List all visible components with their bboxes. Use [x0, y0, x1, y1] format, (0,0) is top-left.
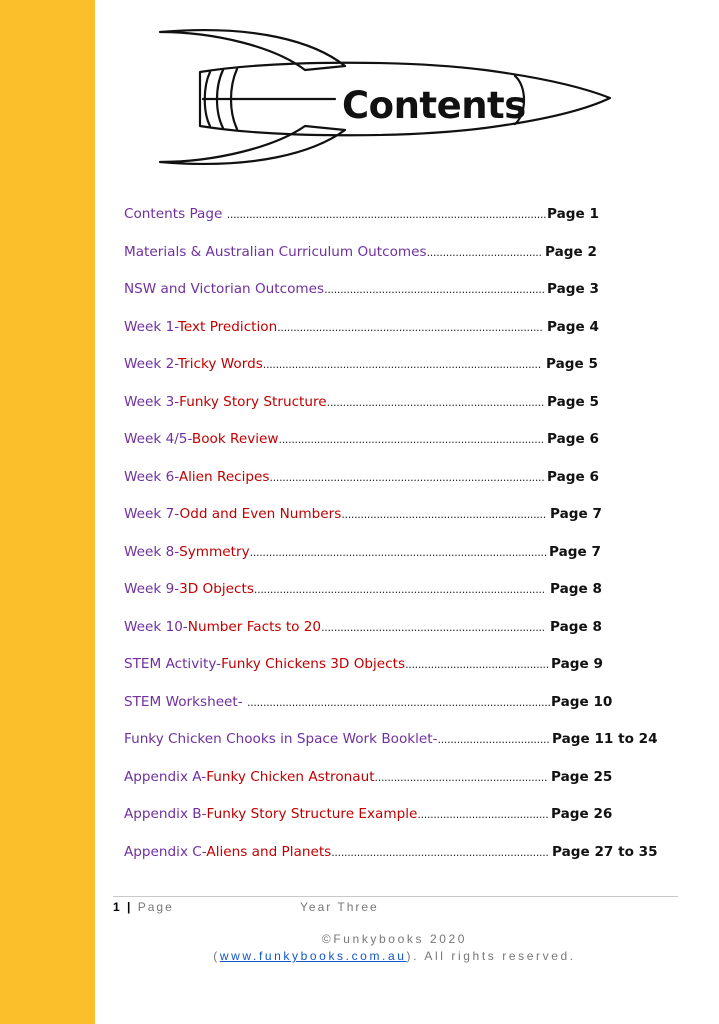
- toc-entry-label: Appendix B-: [124, 806, 207, 822]
- toc-entry[interactable]: [124, 806, 684, 844]
- copyright-text: ©Funkybooks 2020: [321, 932, 468, 946]
- toc-entry-topic: Aliens and Planets: [206, 843, 332, 860]
- toc-entry-topic: Funky Story Structure: [179, 393, 327, 410]
- toc-leader-dots: ......................................................................: [321, 620, 545, 634]
- toc-entry[interactable]: [124, 319, 684, 357]
- toc-entry-page: Page 11 to 24: [552, 731, 658, 747]
- toc-entry-label: Materials & Australian Curriculum Outcomes: [124, 243, 427, 260]
- toc-leader-dots: ...............................................................................................: [246, 695, 551, 709]
- toc-leader-dots: ...................................: [437, 733, 550, 746]
- footer-divider: [113, 896, 678, 897]
- toc-entry-topic: Book Review: [191, 431, 279, 447]
- toc-entry-page: Page 5: [547, 393, 599, 410]
- toc-leader-dots: ....................................................................................................: [226, 208, 547, 221]
- toc-entry-page: Page 3: [547, 281, 599, 297]
- toc-entry-page: Page 8: [550, 618, 602, 635]
- toc-entry[interactable]: [124, 356, 684, 394]
- toc-entry-topic: Text Prediction: [177, 318, 278, 335]
- toc-leader-dots: ...........................................................................................: [253, 583, 545, 596]
- toc-entry-page: Page 26: [551, 806, 613, 822]
- toc-entry-topic: Funky Chicken Astronaut: [206, 768, 375, 785]
- toc-leader-dots: ......................................................................................: [269, 470, 545, 484]
- toc-leader-dots: .........................................: [417, 808, 549, 821]
- toc-leader-dots: ......................................................: [374, 770, 548, 784]
- toc-entry-label: Appendix A-: [124, 768, 207, 785]
- toc-entry[interactable]: [124, 206, 684, 244]
- toc-entry-label: Week 2-: [124, 356, 178, 372]
- footer-page-number: 1 | Page: [113, 900, 174, 914]
- toc-entry[interactable]: [124, 619, 684, 657]
- toc-leader-dots: .............................................: [405, 658, 549, 671]
- toc-leader-dots: ...................................................................................: [278, 433, 544, 446]
- toc-entry-page: Page 6: [547, 431, 599, 447]
- toc-entry-label: Week 10-: [124, 618, 188, 635]
- toc-entry-page: Page 10: [551, 693, 613, 710]
- toc-entry-label: NSW and Victorian Outcomes: [124, 281, 325, 297]
- toc-entry-page: Page 5: [546, 356, 598, 372]
- toc-entry-label: STEM Worksheet-: [124, 693, 247, 710]
- toc-entry[interactable]: [124, 694, 684, 732]
- toc-entry-label: Week 9-: [124, 581, 180, 597]
- toc-leader-dots: ....................................................................: [331, 845, 549, 859]
- website-link[interactable]: www.funkybooks.com.au: [219, 949, 407, 963]
- footer-year-label: Year Three: [300, 900, 379, 914]
- toc-entry[interactable]: [124, 581, 684, 619]
- toc-entry-label: Week 8-: [124, 543, 180, 560]
- toc-leader-dots: ....................................: [426, 245, 542, 259]
- toc-leader-dots: .............................................................................................: [249, 545, 547, 559]
- toc-entry-label: Week 3-: [124, 393, 180, 410]
- rights-text: (www.funkybooks.com.au). All rights reserved.: [213, 949, 576, 963]
- toc-leader-dots: ................................................................: [341, 508, 546, 521]
- toc-entry-label: Week 4/5-: [124, 431, 192, 447]
- toc-entry-topic: Alien Recipes: [178, 468, 270, 485]
- toc-entry-topic: Tricky Words: [177, 356, 263, 372]
- toc-entry-page: Page 27 to 35: [552, 843, 658, 860]
- toc-entry[interactable]: [124, 544, 684, 582]
- toc-entry-label: Week 6-: [124, 468, 179, 485]
- toc-entry[interactable]: [124, 506, 684, 544]
- toc-entry[interactable]: [124, 394, 684, 432]
- toc-entry-page: Page 2: [545, 243, 597, 260]
- toc-entry-page: Page 1: [547, 206, 599, 222]
- yellow-sidebar: [0, 0, 95, 1024]
- table-of-contents: [124, 206, 684, 881]
- toc-leader-dots: .....................................................................: [324, 283, 545, 296]
- toc-leader-dots: ....................................................................: [326, 395, 545, 409]
- toc-entry-page: Page 4: [547, 318, 599, 335]
- toc-entry-page: Page 25: [551, 768, 613, 785]
- toc-entry-page: Page 7: [550, 506, 602, 522]
- toc-entry[interactable]: [124, 844, 684, 882]
- toc-entry[interactable]: [124, 656, 684, 694]
- toc-entry-topic: Funky Story Structure Example: [206, 806, 418, 822]
- toc-entry[interactable]: [124, 469, 684, 507]
- toc-entry[interactable]: [124, 431, 684, 469]
- toc-entry-label: Week 7-: [124, 506, 180, 522]
- toc-entry[interactable]: [124, 731, 684, 769]
- page-title: Contents: [342, 84, 526, 127]
- toc-entry-topic: Odd and Even Numbers: [179, 506, 342, 522]
- toc-entry-topic: Number Facts to 20: [187, 618, 322, 635]
- toc-entry[interactable]: [124, 244, 684, 282]
- toc-entry-label: Appendix C-: [124, 843, 207, 860]
- toc-entry-label: Funky Chicken Chooks in Space Work Booklet-: [124, 731, 438, 747]
- toc-entry-label: Contents Page: [124, 206, 227, 222]
- toc-leader-dots: .......................................................................................: [262, 358, 541, 371]
- toc-entry-label: STEM Activity-: [124, 656, 222, 672]
- toc-entry[interactable]: [124, 281, 684, 319]
- toc-entry[interactable]: [124, 769, 684, 807]
- toc-entry-page: Page 9: [551, 656, 603, 672]
- toc-entry-label: Week 1-: [124, 318, 178, 335]
- toc-entry-page: Page 6: [547, 468, 599, 485]
- toc-entry-topic: Symmetry: [179, 543, 250, 560]
- toc-entry-page: Page 7: [549, 543, 601, 560]
- toc-entry-page: Page 8: [550, 581, 602, 597]
- toc-entry-topic: Funky Chickens 3D Objects: [221, 656, 406, 672]
- toc-leader-dots: ...................................................................................: [277, 320, 543, 334]
- toc-entry-topic: 3D Objects: [179, 581, 254, 597]
